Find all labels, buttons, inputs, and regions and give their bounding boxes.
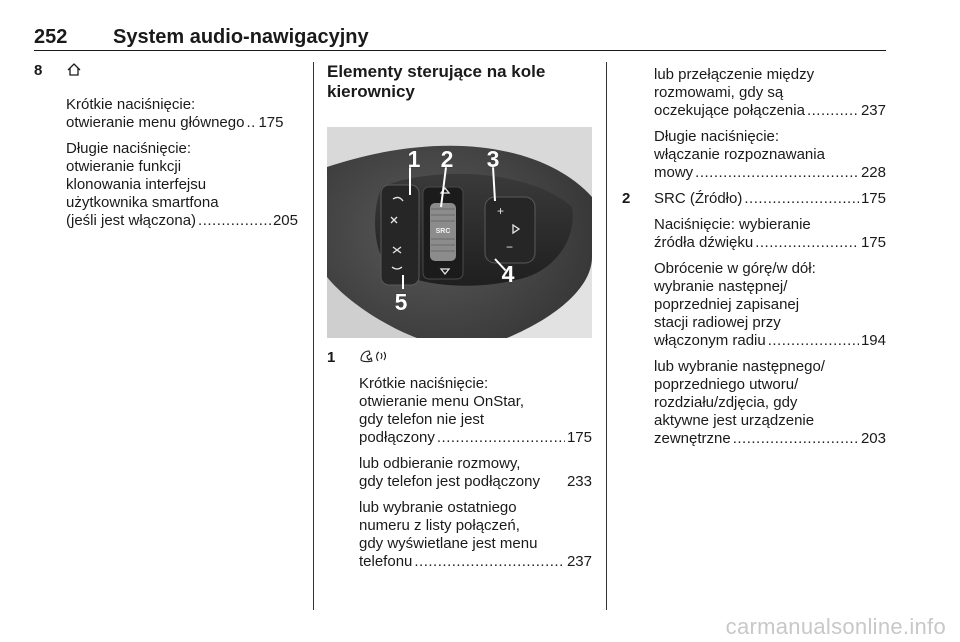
callout-1: 1 [407, 146, 421, 172]
toc-dots [542, 473, 565, 491]
column-3 [622, 66, 886, 448]
toc-page: 237 [860, 102, 886, 119]
toc-text: telefonu [359, 553, 413, 570]
toc-text: mowy [654, 164, 694, 181]
toc-dots [755, 234, 859, 252]
text-line: Naciśnięcie: wybieranie [654, 216, 811, 233]
text-line: rozdziału/zdjęcia, gdy [654, 394, 798, 411]
toc-text: źródła dźwięku [654, 234, 754, 251]
text-line: lub wybranie ostatniego [359, 499, 517, 516]
paragraph [34, 140, 298, 230]
text-line: klonowania interfejsu [66, 176, 207, 193]
callout-3: 3 [486, 146, 500, 172]
toc-text: zewnętrzne [654, 430, 731, 447]
toc-line [654, 430, 886, 448]
entry-number: 1 [327, 349, 336, 366]
text-line: otwieranie menu OnStar, [359, 393, 525, 410]
page-number: 252 [34, 26, 68, 48]
toc-page: 228 [860, 164, 886, 181]
steering-wheel-figure [327, 127, 592, 338]
toc-text: włączonym radiu [654, 332, 766, 349]
text-line: rozmowami, gdy są [654, 84, 784, 101]
page-header [34, 26, 886, 52]
toc-dots [246, 114, 256, 132]
toc-dots [198, 212, 271, 230]
toc-line [66, 212, 298, 230]
callout-4: 4 [501, 261, 515, 287]
text-line: poprzedniej zapisanej [654, 296, 800, 313]
toc-line [654, 332, 886, 350]
header-divider [34, 50, 886, 51]
paragraph [34, 96, 298, 132]
text-line: aktywne jest urządzenie [654, 412, 815, 429]
phone-icon [359, 349, 389, 367]
text-line: poprzedniego utworu/ [654, 376, 799, 393]
text-line: wybranie następnej/ [654, 278, 788, 295]
volume-down-label: − [506, 240, 514, 254]
page-title: System audio-nawigacyjny [113, 26, 369, 48]
toc-dots [768, 332, 859, 350]
toc-page: 175 [566, 429, 592, 446]
toc-dots [733, 430, 859, 448]
toc-text: (jeśli jest włączona) [66, 212, 197, 229]
text-line: Krótkie naciśnięcie: [66, 96, 196, 113]
paragraph [622, 358, 886, 448]
paragraph [622, 128, 886, 182]
text-line: Obrócenie w górę/w dół: [654, 260, 816, 277]
section-title-line: kierownicy [327, 82, 415, 101]
text-line: lub przełączenie między [654, 66, 815, 83]
text-line: Długie naciśnięcie: [66, 140, 192, 157]
paragraph [622, 260, 886, 350]
section-title-line: Elementy sterujące na kole [327, 62, 546, 81]
column-1 [34, 62, 298, 230]
text-line: numeru z listy połączeń, [359, 517, 520, 534]
column-divider-2 [606, 62, 607, 610]
column-2 [327, 62, 592, 102]
toc-dots [744, 190, 859, 208]
toc-line [654, 164, 886, 182]
toc-page: 233 [566, 473, 592, 490]
text-line: gdy wyświetlane jest menu [359, 535, 538, 552]
paragraph [327, 499, 592, 571]
entry-number: 8 [34, 62, 43, 79]
watermark: carmanualsonline.info [725, 614, 946, 639]
text-line: Krótkie naciśnięcie: [359, 375, 489, 392]
text-line: stacji radiowej przy [654, 314, 781, 331]
toc-page: 194 [860, 332, 886, 349]
volume-up-label: + [497, 204, 505, 218]
toc-text: podłączony [359, 429, 435, 446]
text-line: lub odbieranie rozmowy, [359, 455, 521, 472]
toc-dots [807, 102, 859, 120]
paragraph [327, 375, 592, 447]
text-line: gdy telefon nie jest [359, 411, 485, 428]
entry-1 [327, 349, 592, 571]
toc-text: gdy telefon jest podłączony [359, 473, 540, 490]
text-line: Długie naciśnięcie: [654, 128, 780, 145]
column-2-text [327, 349, 592, 571]
toc-line [359, 553, 592, 571]
toc-page: 203 [860, 430, 886, 447]
toc-line [359, 429, 592, 447]
section-title [327, 62, 592, 102]
toc-page: 175 [860, 190, 886, 207]
toc-page: 237 [566, 553, 592, 570]
toc-line [622, 190, 886, 208]
toc-line [359, 473, 592, 491]
callout-5: 5 [394, 289, 408, 315]
entry-2 [622, 190, 886, 448]
voice-icon [377, 352, 386, 361]
text-line: lub wybranie następnego/ [654, 358, 825, 375]
text-line: włączanie rozpoznawania [654, 146, 825, 163]
text-line: otwieranie funkcji [66, 158, 182, 175]
toc-line [654, 234, 886, 252]
paragraph [622, 216, 886, 252]
toc-text: otwieranie menu głównego [66, 114, 245, 131]
toc-page: 175 [258, 114, 284, 131]
toc-line [654, 102, 886, 120]
toc-dots [437, 429, 565, 447]
toc-text: SRC (Źródło) [654, 190, 743, 207]
column-divider-1 [313, 62, 314, 610]
toc-line [66, 114, 298, 132]
toc-dots [695, 164, 859, 182]
text-line: użytkownika smartfona [66, 194, 219, 211]
toc-page: 205 [272, 212, 298, 229]
src-label: SRC [435, 228, 451, 235]
toc-text: oczekujące połączenia [654, 102, 805, 119]
entry-8 [34, 62, 298, 230]
paragraph [622, 66, 886, 120]
callout-2: 2 [440, 146, 454, 172]
toc-dots [414, 553, 565, 571]
home-icon [66, 62, 82, 81]
toc-page: 175 [860, 234, 886, 251]
paragraph [327, 455, 592, 491]
entry-number: 2 [622, 190, 631, 207]
